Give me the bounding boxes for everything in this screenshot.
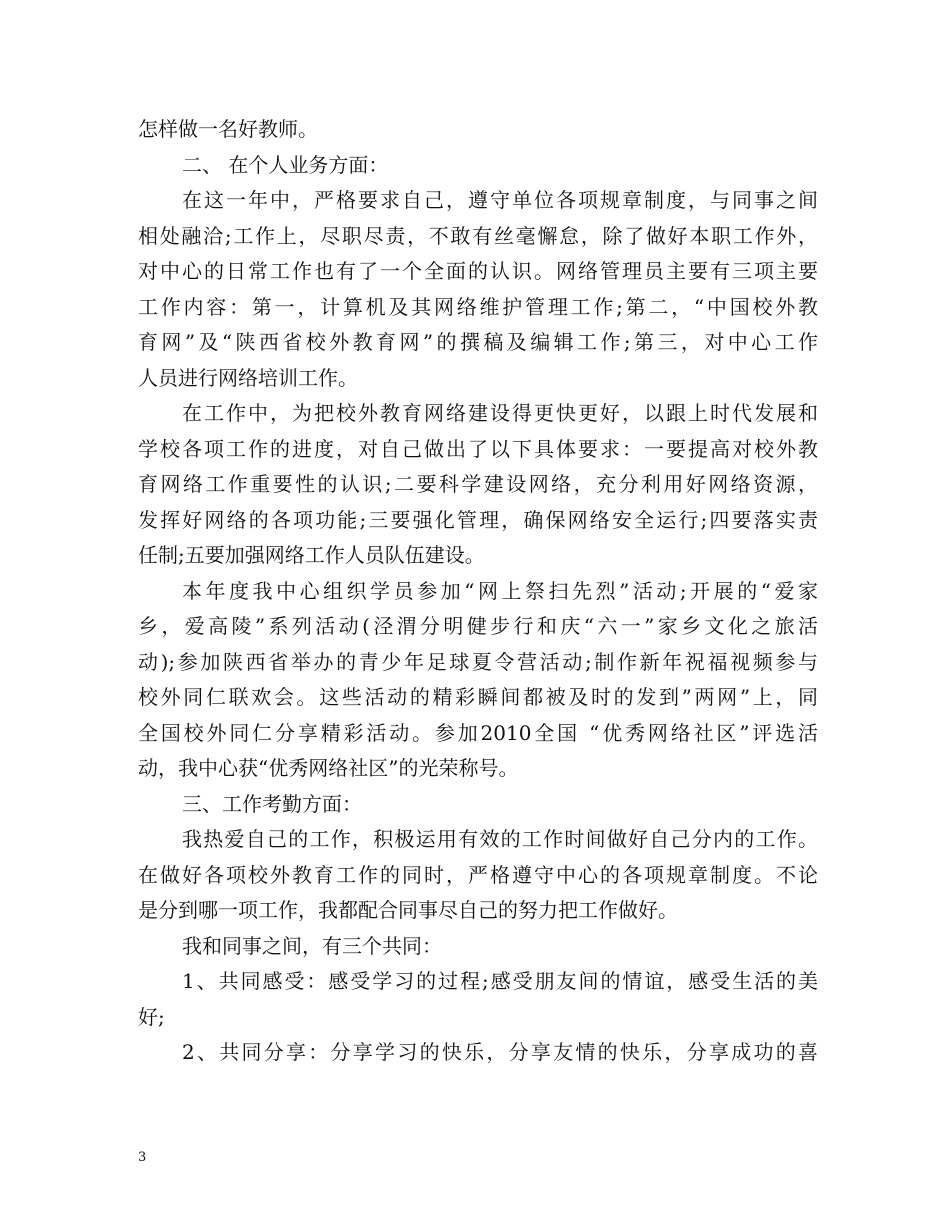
text-line: 工作内容：第一，计算机及其网络维护管理工作;第二，“中国校外教 (138, 294, 818, 319)
text-line: 对中心的日常工作也有了一个全面的认识。网络管理员主要有三项主要 (138, 259, 818, 283)
text-line: 我热爱自己的工作，积极运用有效的工作时间做好自己分内的工作。 (182, 827, 818, 851)
text-line: 在这一年中，严格要求自己，遵守单位各项规章制度，与同事之间 (182, 188, 818, 212)
text-line: 我和同事之间，有三个共同： (182, 933, 442, 958)
section-heading: 二、 在个人业务方面： (182, 152, 389, 177)
text-line: 本年度我中心组织学员参加“网上祭扫先烈”活动;开展的“爱家 (182, 578, 818, 603)
text-line: 学校各项工作的进度，对自己做出了以下具体要求：一要提高对校外教 (138, 436, 818, 461)
text-line: 相处融洽;工作上，尽职尽责，不敢有丝毫懈怠，除了做好本职工作外， (138, 223, 818, 248)
text-line: 人员进行网络培训工作。 (138, 365, 358, 390)
text-line: 在做好各项校外教育工作的同时，严格遵守中心的各项规章制度。不论 (138, 862, 818, 887)
page-number: 3 (138, 1150, 147, 1165)
text-line: 发挥好网络的各项功能;三要强化管理，确保网络安全运行;四要落实责 (138, 507, 818, 532)
text-line: 在工作中，为把校外教育网络建设得更快更好，以跟上时代发展和 (182, 401, 818, 425)
text-line: 任制;五要加强网络工作人员队伍建设。 (138, 543, 485, 567)
text-line: 乡，爱高陵”系列活动(泾渭分明健步行和庆“六一”家乡文化之旅活 (138, 614, 818, 638)
text-line: 校外同仁联欢会。这些活动的精彩瞬间都被及时的发到”两网”上，同 (138, 685, 818, 709)
text-line: 1、共同感受：感受学习的过程;感受朋友间的情谊，感受生活的美 (182, 969, 818, 993)
body-text (138, 112, 818, 1071)
text-line: 动，我中心获“优秀网络社区”的光荣称号。 (138, 756, 519, 780)
section-heading: 三、工作考勤方面： (182, 791, 362, 816)
text-line: 动);参加陕西省举办的青少年足球夏令营活动;制作新年祝福视频参与 (138, 649, 818, 674)
text-line: 育网”及“陕西省校外教育网”的撰稿及编辑工作;第三，对中心工作 (138, 330, 818, 354)
text-line: 全国校外同仁分享精彩活动。参加2010全国 “优秀网络社区”评选活 (138, 720, 818, 745)
text-line: 怎样做一名好教师。 (138, 117, 318, 141)
text-line: 育网络工作重要性的认识;二要科学建设网络，充分利用好网络资源， (138, 472, 818, 496)
text-line: 好; (138, 1004, 165, 1029)
text-line: 2、共同分享：分享学习的快乐，分享友情的快乐，分享成功的喜 (182, 1040, 818, 1064)
text-line: 是分到哪一项工作，我都配合同事尽自己的努力把工作做好。 (138, 898, 678, 922)
